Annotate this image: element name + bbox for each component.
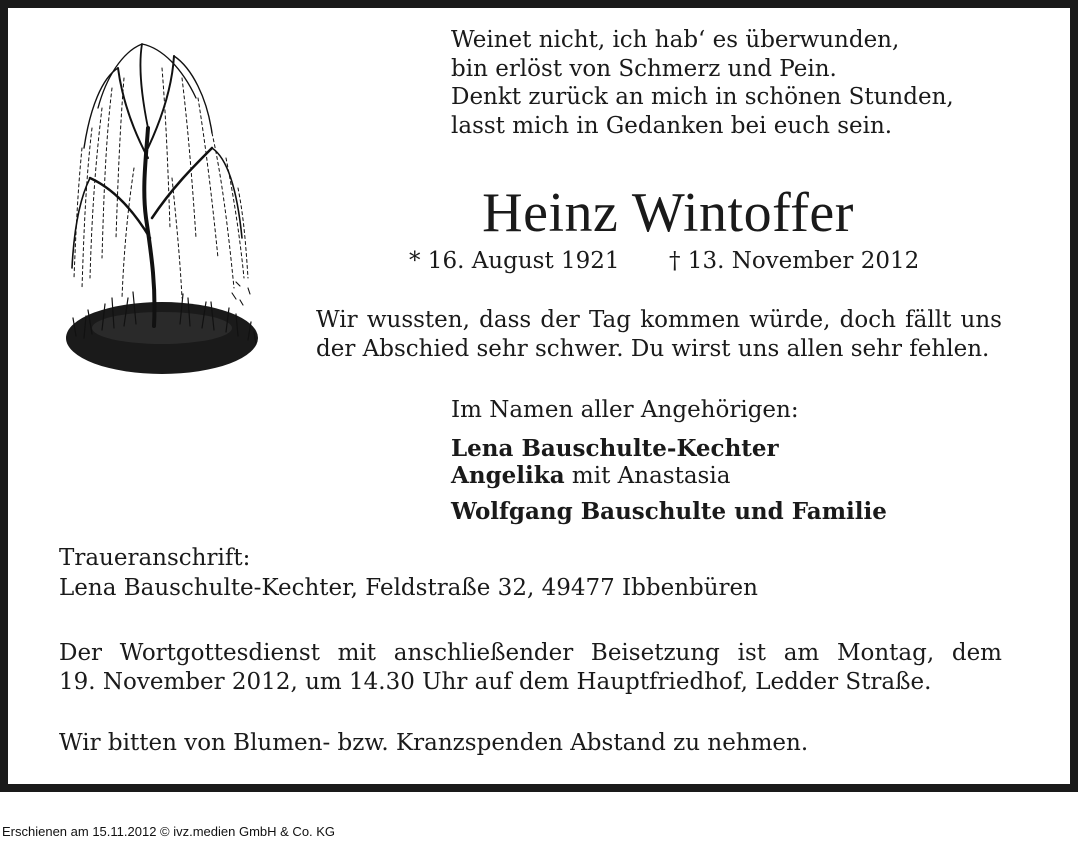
flowers-note: Wir bitten von Blumen- bzw. Kranzspenden Abstand zu nehmen.	[59, 730, 809, 756]
poem-line: lasst mich in Gedanken bei euch sein.	[451, 112, 893, 139]
poem-line: bin erlöst von Schmerz und Pein.	[451, 55, 837, 82]
publication-footer: Erschienen am 15.11.2012 © ivz.medien GmbH & Co. KG	[2, 824, 336, 839]
poem-line: Weinet nicht, ich hab‘ es überwunden,	[451, 27, 900, 53]
service-line: 19. November 2012, um 14.30 Uhr auf dem Hauptfriedhof, Ledder Straße.	[59, 669, 932, 695]
poem-line: Denkt zurück an mich in schönen Stunden,	[451, 84, 954, 110]
service-line: Der Wortgottesdienst mit anschließender Beisetzung ist am Montag, dem	[59, 640, 1002, 666]
mourner-line: Lena Bauschulte-Kechter	[451, 435, 779, 462]
mourner-addition: mit Anastasia	[564, 463, 731, 489]
birth-date: * 16. August 1921	[409, 248, 620, 274]
service-info	[59, 639, 1002, 697]
farewell-message: Wir wussten, dass der Tag kommen würde, doch fällt uns der Abschied sehr schwer. Du wirst uns allen sehr fehlen.	[316, 307, 1002, 362]
address-value: Lena Bauschulte-Kechter, Feldstraße 32, 49477 Ibbenbüren	[59, 574, 758, 601]
death-date: † 13. November 2012	[669, 248, 920, 274]
mourners-heading: Im Namen aller Angehörigen:	[451, 397, 799, 423]
address-label: Traueranschrift:	[59, 545, 251, 571]
mourning-address	[59, 544, 758, 603]
mourner-line: Wolfgang Bauschulte und Familie	[451, 498, 887, 525]
poem	[451, 26, 954, 140]
mourner-name: Angelika	[451, 462, 565, 489]
deceased-name: Heinz Wintoffer	[482, 182, 854, 244]
mourner-line	[451, 461, 730, 491]
